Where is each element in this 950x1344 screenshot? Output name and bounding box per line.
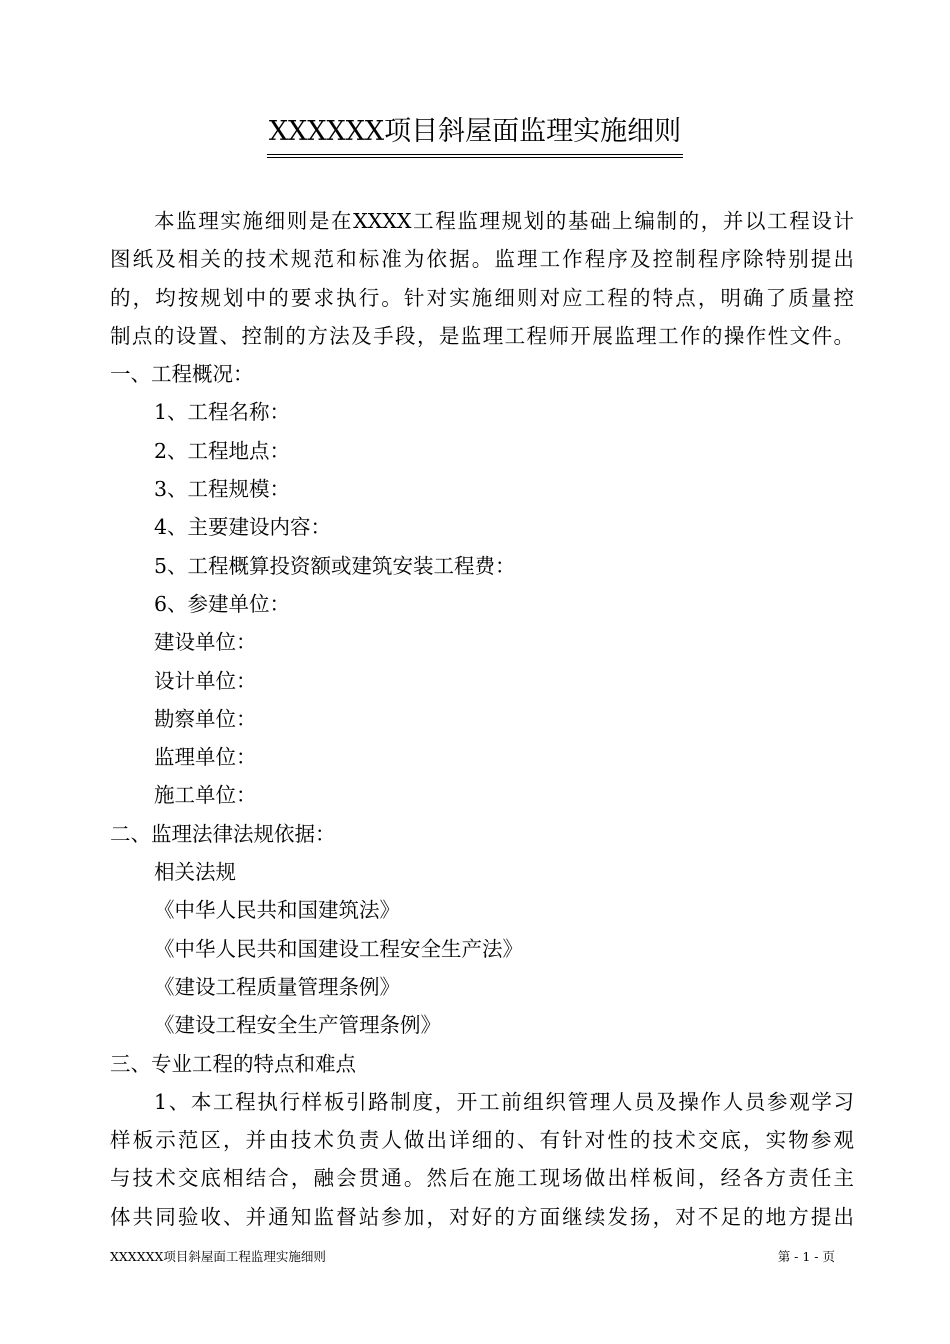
footer-document-name: XXXXXX项目斜屋面工程监理实施细则 <box>110 1249 326 1264</box>
text-line: 二、监理法律法规依据： <box>110 821 336 846</box>
text-line: 的，均按规划中的要求执行。针对实施细则对应工程的特点，明确了质量控 <box>110 285 854 310</box>
text-line: 本监理实施细则是在XXXX工程监理规划的基础上编制的，并以工程设计 <box>154 209 854 233</box>
text-line: 制点的设置、控制的方法及手段，是监理工程师开展监理工作的操作性文件。 <box>110 323 854 348</box>
text-line: 建设单位： <box>154 630 257 655</box>
text-line: 《中华人民共和国建设工程安全生产法》 <box>154 936 523 961</box>
text-line: 2、工程地点： <box>154 438 291 463</box>
text-line: 一、工程概况： <box>110 362 254 387</box>
text-line: 3、工程规模： <box>154 477 291 502</box>
text-line: 与技术交底相结合，融会贯通。然后在施工现场做出样板间，经各方责任主 <box>110 1166 854 1191</box>
text-line: 1、本工程执行样板引路制度，开工前组织管理人员及操作人员参观学习 <box>154 1089 854 1114</box>
page-footer <box>110 1248 835 1266</box>
document-title: XXXXXX项目斜屋面监理实施细则 <box>267 112 683 158</box>
text-line: 4、主要建设内容： <box>154 515 332 540</box>
text-line: 设计单位： <box>154 668 257 693</box>
text-line: 相关法规 <box>154 860 236 885</box>
text-line: 6、参建单位： <box>154 591 291 616</box>
text-line: 样板示范区，并由技术负责人做出详细的、有针对性的技术交底，实物参观 <box>110 1128 854 1153</box>
title-area <box>0 112 950 158</box>
text-line: 图纸及相关的技术规范和标准为依据。监理工作程序及控制程序除特别提出 <box>110 247 854 272</box>
text-line: 勘察单位： <box>154 706 257 731</box>
text-line: 1、工程名称： <box>154 400 291 425</box>
text-line: 监理单位： <box>154 745 257 770</box>
text-line: 三、专业工程的特点和难点 <box>110 1051 356 1076</box>
footer-page-number: 第 - 1 - 页 <box>777 1249 835 1264</box>
text-line: 《建设工程安全生产管理条例》 <box>154 1013 441 1038</box>
text-line: 《建设工程质量管理条例》 <box>154 974 400 999</box>
document-body <box>110 202 854 1236</box>
text-line: 体共同验收、并通知监督站参加，对好的方面继续发扬，对不足的地方提出 <box>110 1204 854 1229</box>
text-line: 施工单位： <box>154 783 257 808</box>
text-line: 《中华人民共和国建筑法》 <box>154 898 400 923</box>
text-line: 5、工程概算投资额或建筑安装工程费： <box>154 553 516 578</box>
